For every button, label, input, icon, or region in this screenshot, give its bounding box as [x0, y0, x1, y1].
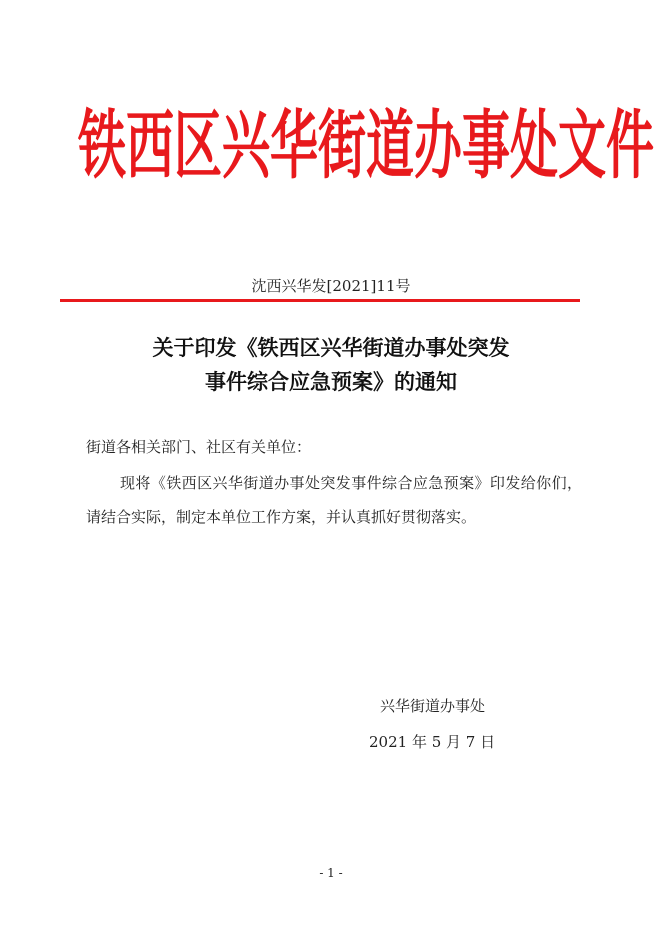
issue-date: 2021 年 5 月 7 日 — [369, 733, 496, 751]
masthead-title: 铁西区兴华街道办事处文件 — [78, 102, 655, 190]
document-number: 沈西兴华发[2021]11号 — [251, 277, 411, 295]
notice-title — [0, 331, 662, 399]
red-separator-line — [60, 299, 580, 302]
signing-organization: 兴华街道办事处 — [380, 697, 486, 715]
notice-title-line-1: 关于印发《铁西区兴华街道办事处突发 — [152, 336, 510, 360]
recipient-line: 街道各相关部门、社区有关单位： — [86, 438, 312, 456]
body-paragraph: 现将《铁西区兴华街道办事处突发事件综合应急预案》印发给你们，请结合实际，制定本单位工作方案，并认真抓好贯彻落实。 — [86, 474, 582, 526]
notice-title-line-2: 事件综合应急预案》的通知 — [205, 370, 457, 394]
page-number: - 1 - — [319, 866, 343, 880]
